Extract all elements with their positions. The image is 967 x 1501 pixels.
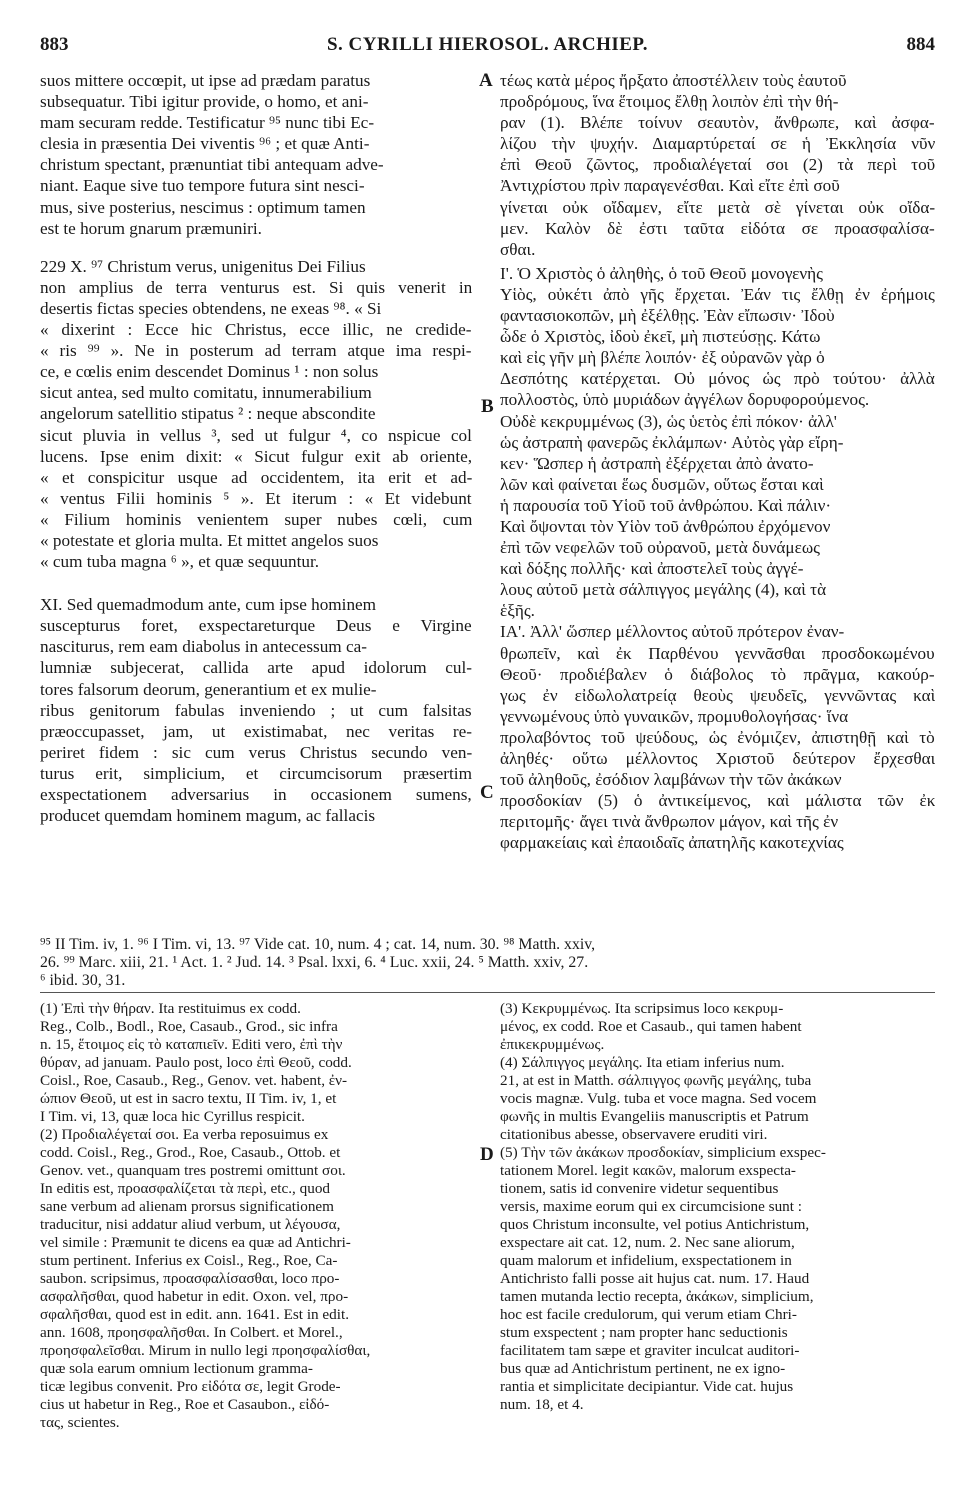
footnote-line: 21, at est in Matth. σάλπιγγος φωνῆς μεγάλης, tuba: [500, 1072, 812, 1089]
footnote-line: (3) Κεκρυμμένως. Ita scripsimus loco κεκρυμ-: [500, 1000, 784, 1017]
text-line: καὶ εἰς γῆν μὴ βλέπε λοιπόν· ἐξ οὐρανῶν γὰρ ὁ: [500, 348, 825, 368]
latin-paragraph-2: [40, 256, 472, 572]
text-line: « et conspicitur usque ad occidentem, ita erit et ad-: [40, 467, 472, 487]
text-line: desertis fictas species obtendens, ne exeas ⁹⁸. « Si: [40, 298, 382, 318]
reference-line: 26. ⁹⁹ Marc. xiii, 21. ¹ Act. 1. ² Jud. 14. ³ Psal. lxxi, 6. ⁴ Luc. xxii, 24. ⁵ Matth. xxiv, 27.: [40, 954, 589, 971]
footnote-line: I Tim. vi, 13, quæ loca hic Cyrillus respicit.: [40, 1108, 305, 1125]
text-line: « ventus Filii hominis ⁵ ». Et iterum : « Et videbunt: [40, 488, 472, 508]
text-line: ἀληθές· οὕτω μέλλοντος Χριστοῦ δεύτερον ἔρχεσθαι: [500, 749, 935, 768]
text-line: niant. Eaque sive tuo tempore futura sint nesci-: [40, 176, 365, 196]
text-line: angelorum satellitio stipatus ² : neque abscondite: [40, 404, 376, 424]
text-line: προδρόμους, ἵνα ἕτοιμος ἔλθῃ λοιπὸν ἐπὶ τὴν θή-: [500, 92, 839, 112]
text-line: ἐπὶ Θεοῦ ζῶντος, προδιαλέγεταί σοι (2) τὰ περὶ τοῦ: [500, 155, 935, 175]
footnote-line: tationem Morel. legit κακῶν, malorum exspecta-: [500, 1162, 796, 1179]
footnote-line: rantia et simplicitate decipiantur. Vide cat. hujus: [500, 1378, 794, 1395]
page-number-left: 883: [40, 34, 69, 55]
footnote-line: (5) Τὴν τῶν ἀκάκων προσδοκίαν, simplicium exspec-: [500, 1144, 826, 1161]
text-line: suscepturus foret, exspectareturque Deus e Virgine: [40, 616, 472, 636]
footnotes-right: [500, 1000, 935, 1450]
text-line: exspectationem adversarius in occasionem sumens,: [40, 785, 472, 804]
text-line: θρωπεῖν, καὶ ἐκ Παρθένου γεννᾶσθαι προσδοκωμένου: [500, 643, 935, 663]
text-line: μεν. Καλὸν δὲ ἐστι ταῦτα εἰδότα σε προασφαλίσα-: [500, 218, 935, 238]
text-line: mam securam redde. Testificatur ⁹⁵ nunc tibi Ec-: [40, 113, 375, 133]
text-line: non amplius de terra venturus est. Si quis venerit in: [40, 277, 472, 297]
text-line: γίνεται οὐκ οἴδαμεν, εἴτε μετὰ σὲ γίνεται οὐκ οἴδα-: [500, 197, 935, 217]
text-line: christum spectant, prænuntiat tibi antequam adve-: [40, 155, 384, 175]
footnote-line: σφαλῆσθαι, quod est in edit. ann. 1641. Est in edit.: [40, 1306, 350, 1323]
text-line: λίζου τὴν ψυχήν. Διαμαρτύρεταί σε ἡ Ἐκκλησία νῦν: [500, 134, 935, 154]
footnote-line: stum pertinent. Inferius ex Coisl., Reg., Roe, Ca-: [40, 1252, 338, 1269]
footnote-line: n. 15, ἕτοιμος εἰς τὸ καταπιεῖν. Editi vero, ἐπὶ τὴν: [40, 1036, 343, 1053]
footnote-line: hoc est facile credulorum, qui verum etiam Chri-: [500, 1306, 797, 1323]
text-line: ὧδε ὁ Χριστὸς, ἰδοὺ ἐκεῖ, μὴ πιστεύσῃς. Κάτω: [500, 327, 821, 347]
text-line: sicut pluvia in vellus ³, sed ut fulgur ⁴, co nspicue col: [40, 425, 472, 445]
text-line: « dixerint : Ecce hic Christus, ecce illic, ne credide-: [40, 320, 472, 340]
text-line: « Filium hominis venientem super nubes cœli, cum: [40, 509, 472, 529]
text-line: τέως κατὰ μέρος ἤρξατο ἀποστέλλειν τοὺς ἑαυτοῦ: [500, 71, 847, 90]
reference-line: ⁶ ibid. 30, 31.: [40, 972, 126, 989]
footnote-line: tionem, satis id convenire videtur sequentibus: [500, 1180, 779, 1197]
text-line: 229 X. ⁹⁷ Christum verus, unigenitus Dei Filius: [40, 256, 366, 276]
text-line: ὡς ἀστραπὴ φανερῶς ἐκλάμπων· Αὐτὸς γὰρ εἴρη-: [500, 432, 844, 452]
footnote-line: sane verbum ad alienam prorsus significationem: [40, 1198, 334, 1215]
footnote-line: cius ut habetur in Reg., Roe et Casaubon., εἰδό-: [40, 1396, 330, 1413]
footnote-line: ώπιον Θεοῦ, ut est in sacro textu, II Tim. iv, 1, et: [40, 1090, 337, 1107]
footnote-line: (1) Ἐπὶ τὴν θήραν. Ita restituimus ex codd.: [40, 1000, 301, 1017]
footnote-line: exspectare ait cat. 12, num. 2. Nec sane aliorum,: [500, 1234, 795, 1251]
footnote-line: τας, scientes.: [40, 1414, 120, 1431]
footnote-line: quos Christum inconsulte, vel potius Antichristum,: [500, 1216, 810, 1233]
text-line: Υἱὸς, οὐκέτι ἀπὸ γῆς ἔρχεται. Ἐάν τις ἔλθῃ ἐν ἐρήμοις: [500, 284, 935, 304]
latin-column: [40, 70, 472, 930]
text-line: lumniæ subjecerat, callida arte apud idolorum cul-: [40, 658, 472, 678]
text-line: præoccupasset, jam, ut existimabat, nec veritas re-: [40, 721, 472, 741]
text-line: ce, e cœlis enim descendet Dominus ¹ : non solus: [40, 362, 379, 382]
text-line: XI. Sed quemadmodum ante, cum ipse hominem: [40, 595, 377, 615]
latin-paragraph-1: [40, 70, 472, 239]
footnote-line: citationibus abesse, observavere eruditi viri.: [500, 1126, 768, 1143]
footnote-line: Antichristo falli posse ait hujus cat. num. 17. Haud: [500, 1270, 810, 1287]
text-line: γεννωμένους ὑπὸ γυναικῶν, προμυθολογήσας· ἵνα: [500, 706, 849, 726]
text-line: γως ἐν εἰδωλολατρείᾳ θεοὺς ψευδεῖς, γεννῶντας καὶ: [500, 685, 935, 705]
page-number-right: 884: [906, 34, 935, 55]
text-line: lucens. Ipse enim dixit: « Sicut fulgur exit ab oriente,: [40, 446, 472, 466]
footnote-line: Reg., Colb., Bodl., Roe, Casaub., Grod., sic infra: [40, 1018, 338, 1035]
text-line: clesia in præsentia Dei viventis ⁹⁶ ; et quæ Anti-: [40, 134, 370, 154]
footnote-line: Genov. vet., quanquam tres postremi omittunt σοι.: [40, 1162, 346, 1179]
text-line: Ι'. Ὁ Χριστὸς ὁ ἀληθὴς, ὁ τοῦ Θεοῦ μονογενὴς: [500, 263, 823, 283]
footnote-line: bus quæ ad Antichristum pertinent, ne ex igno-: [500, 1360, 786, 1377]
text-line: tores falsorum deorum, generantium et ex mulie-: [40, 679, 377, 699]
text-line: λους αὐτοῦ μετὰ σάλπιγγος μεγάλης (4), καὶ τὰ: [500, 580, 827, 600]
text-line: « ris ⁹⁹ ». Ne in posterum ad terram atque ima respi-: [40, 341, 472, 361]
text-line: καὶ δόξης πολλῆς· καὶ ἀποστελεῖ τοὺς ἀγγέ-: [500, 559, 804, 579]
running-title: S. CYRILLI HIEROSOL. ARCHIEP.: [326, 34, 649, 55]
margin-letter-c: C: [480, 782, 494, 803]
text-line: Ἀντιχρίστου πρὶν παραγενέσθαι. Καὶ εἴτε ἐπὶ σοῦ: [500, 176, 840, 196]
reference-line: ⁹⁵ II Tim. iv, 1. ⁹⁶ I Tim. vi, 13. ⁹⁷ Vide cat. 10, num. 4 ; cat. 14, num. 30. ⁹⁸ Matth. xxiv,: [40, 936, 596, 953]
text-line: τοῦ ἀληθοῦς, ἐσόδιον λαμβάνων τὴν τῶν ἀκάκων: [500, 770, 842, 790]
text-line: sicut antea, sed multo comitatu, innumerabilium: [40, 383, 372, 403]
footnote-line: (4) Σάλπιγγος μεγάλης. Ita etiam inferius num.: [500, 1054, 785, 1071]
footnote-line: vel simile : Præmunit te dicens ea quæ ad Antichri-: [40, 1234, 351, 1251]
footnote-line: ασφαλῆσθαι, quod habetur in edit. Oxon. vel, προ-: [40, 1288, 349, 1305]
footnote-line: quæ sola earum omnium lectionum gramma-: [40, 1360, 313, 1377]
footnote-line: (2) Προδιαλέγεταί σοι. Ea verba reposuimus ex: [40, 1126, 329, 1143]
text-line: Οὐδὲ κεκρυμμένως (3), ὡς ὑετὸς ἐπὶ πόκον· ἀλλ': [500, 411, 837, 431]
page-header: [40, 34, 935, 60]
text-line: πολλοστὸς, ὑπὸ μυριάδων ἀγγέλων δορυφορούμενος.: [500, 390, 870, 410]
text-line: Δεσπότης κατέρχεται. Οὐ μόνος ὡς πρὸ τούτου· ἀλλὰ: [500, 369, 935, 389]
footnote-line: saubon. scripsimus, προασφαλίσασθαι, loco προ-: [40, 1270, 340, 1287]
text-line: ribus genitorum fabulas inveniendo ; ut cum falsitas: [40, 700, 472, 720]
greek-paragraph-2: [500, 263, 935, 622]
text-line: ἐπὶ τῶν νεφελῶν τοῦ οὐρανοῦ, μετὰ δυνάμεως: [500, 538, 820, 558]
text-line: Καὶ ὄψονται τὸν Υἱὸν τοῦ ἀνθρώπου ἐρχόμενον: [500, 516, 831, 536]
scripture-references: [40, 936, 935, 990]
margin-letter-b: B: [481, 396, 494, 417]
text-line: est te horum gnarum præmuniri.: [40, 218, 262, 238]
footnote-line: ἐπικεκρυμμένως.: [500, 1036, 605, 1053]
text-line: Θεοῦ· προδιέβαλεν ὁ διάβολος τὸ πρᾶγμα, κακούρ-: [500, 664, 935, 684]
footnote-line: vocis magnæ. Vulg. tuba et voce magna. Sed vocem: [500, 1090, 817, 1107]
text-line: producet quemdam hominem magum, ac fallacis: [40, 806, 376, 826]
text-line: « cum tuba magna ⁶ », et quæ sequuntur.: [40, 552, 320, 572]
footnote-line: θύραν, ad januam. Paulo post, loco ἐπὶ Θεοῦ, codd.: [40, 1054, 352, 1071]
footnote-line: codd. Coisl., Reg., Grod., Roe, Casaub., Ottob. et: [40, 1144, 341, 1161]
text-line: σθαι.: [500, 239, 536, 259]
margin-letter-a: A: [479, 70, 493, 91]
text-line: ἡ παρουσία τοῦ Υἱοῦ τοῦ ἀνθρώπου. Καὶ πάλιν·: [500, 495, 832, 515]
text-line: προσδοκίαν (5) ὁ ἀντικείμενος, καὶ μάλιστα τῶν ἐκ: [500, 791, 935, 811]
text-line: ἑξῆς.: [500, 601, 535, 621]
footnote-line: ticæ legibus convenit. Pro εἰδότα σε, legit Grode-: [40, 1378, 341, 1395]
greek-paragraph-1: [500, 70, 935, 260]
text-line: subsequatur. Tibi igitur provide, o homo, et ani-: [40, 92, 369, 112]
text-line: φαντασιοκοπῶν, μὴ ἐξέλθῃς. Ἐὰν εἴπωσιν· Ἰδοὺ: [500, 306, 835, 326]
footnote-line: tamen mutanda lectio recepta, ἀκάκων, simplicium,: [500, 1288, 814, 1305]
notes-divider: [40, 992, 935, 993]
footnote-line: facilitatem tam sæpe et graviter inculcat auditori-: [500, 1342, 800, 1359]
footnotes-left: [40, 1000, 474, 1450]
footnote-line: προησφαλεῖσθαι. Mirum in nullo legi προησφαλίσθαι,: [40, 1342, 371, 1359]
footnote-line: φωνῆς in multis Evangeliis manuscriptis et Patrum: [500, 1108, 809, 1125]
footnote-line: Coisl., Roe, Casaub., Reg., Genov. vet. habent, ἐν-: [40, 1072, 348, 1089]
text-line: ραν (1). Βλέπε τοίνυν σεαυτὸν, ἄνθρωπε, καὶ ἀσφα-: [500, 113, 935, 133]
latin-paragraph-3: [40, 594, 472, 826]
footnote-line: versis, maxime eorum qui ex circumcisione sunt :: [500, 1198, 802, 1215]
text-line: ΙΑ'. Ἀλλ' ὥσπερ μέλλοντος αὐτοῦ πρότερον ἐναν-: [500, 622, 845, 642]
text-line: φαρμακείαις καὶ ἐπαοιδαῖς ἀπατηλῆς κακοτεχνίας: [500, 833, 844, 853]
text-line: suos mittere occœpit, ut ipse ad prædam paratus: [40, 71, 371, 90]
footnote-line: quam malorum et infidelium, exspectationem in: [500, 1252, 792, 1269]
footnote-line: ann. 1608, προησφαλῆσθαι. In Colbert. et Morel.,: [40, 1324, 343, 1341]
text-line: turus erit, simplicium, et circumcisorum præsertim: [40, 763, 472, 783]
footnote-line: stum exspectent ; nam propter hanc seductionis: [500, 1324, 788, 1341]
text-line: περιτομῆς· ἄγει τινὰ ἄνθρωπον μάγον, καὶ τῆς ἐν: [500, 812, 839, 832]
footnote-line: num. 18, et 4.: [500, 1396, 584, 1413]
greek-paragraph-3: [500, 621, 935, 853]
footnote-line: traducitur, nisi addatur aliud verbum, ut λέγουσα,: [40, 1216, 341, 1233]
footnote-line: μένος, ex codd. Roe et Casaub., qui tamen habent: [500, 1018, 802, 1035]
text-line: « potestate et gloria multa. Et mittet angelos suos: [40, 530, 379, 550]
footnote-line: In editis est, προασφαλίζεται τὰ περὶ, etc., quod: [40, 1180, 331, 1197]
text-line: periret fidem : sic cum verus Christus secundo ven-: [40, 742, 472, 762]
text-line: λῶν καὶ φαίνεται ἕως δυσμῶν, οὕτως ἔσται καὶ: [500, 474, 824, 494]
margin-letter-d: D: [480, 1144, 494, 1165]
greek-column: [500, 70, 935, 930]
text-line: προλαβόντος τοῦ ψεύδους, ὡς ἐνόμιζεν, ἀπιστηθῇ καὶ τὸ: [500, 727, 935, 747]
text-line: nasciturus, rem eam diabolus in antecessum ca-: [40, 637, 367, 657]
text-line: κεν· Ὥσπερ ἡ ἀστραπὴ ἐξέρχεται ἀπὸ ἀνατο-: [500, 453, 814, 473]
text-line: mus, sive posterius, nescimus : optimum tamen: [40, 197, 366, 217]
